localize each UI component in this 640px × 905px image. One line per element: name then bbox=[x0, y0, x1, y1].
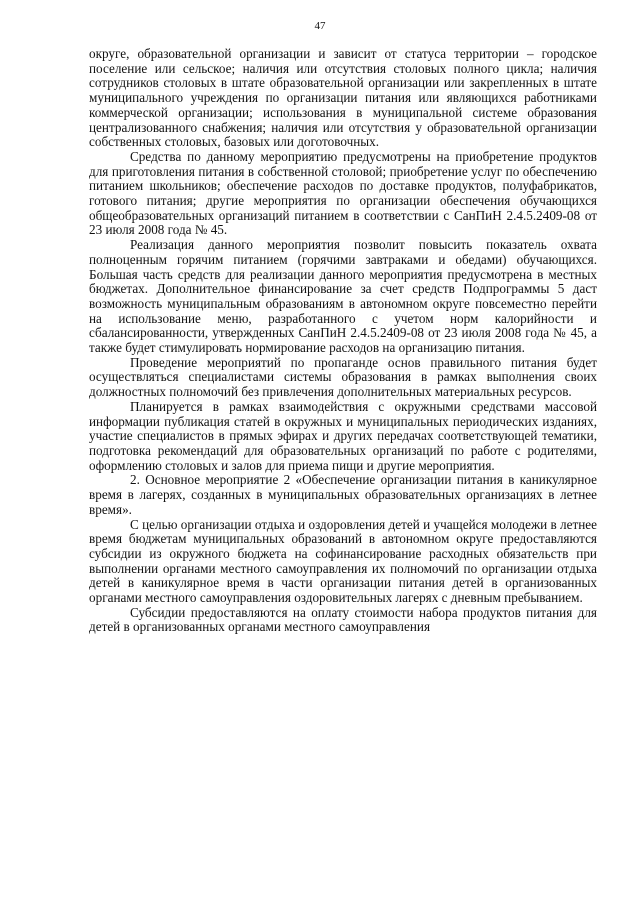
paragraph: округе, образовательной организации и зависит от статуса территории – городское поселение или сельское; наличия или отсутствия столовых полного цикла; наличия сотрудников столовых в штате образовательной организации или закрепленных в штате муниципального учреждения по организации питания или являющихся работниками коммерческой организации; использования в муниципальной системе образования централизованного снабжения; наличия или отсутствия у образовательной организации собственных столовых, базовых или доготовочных. bbox=[89, 46, 597, 150]
paragraph-heading: 2. Основное мероприятие 2 «Обеспечение организации питания в каникулярное время в лагерях, созданных в муниципальных образовательных организациях в летнее время». bbox=[89, 472, 597, 517]
paragraph: Реализация данного мероприятия позволит повысить показатель охвата полноценным горячим питанием (горячими завтраками и обедами) обучающихся. Большая часть средств для реализации данного мероприятия предусмотрена в местных бюджетах. Дополнительное финансирование за счет средств Подпрограммы 5 даст возможность муниципальным образованиям в автономном округе повсеместно перейти на использование меню, разработанного с учетом норм калорийности и сбалансированности, утвержденных СанПиН 2.4.5.2409-08 от 23 июля 2008 года № 45, а также будет стимулировать нормирование расходов на организацию питания. bbox=[89, 237, 597, 356]
paragraph: Планируется в рамках взаимодействия с окружными средствами массовой информации публикация статей в окружных и муниципальных периодических изданиях, участие специалистов в прямых эфирах и других передачах соответствующей тематики, подготовка рекомендаций для образовательных организаций по работе с родителями, оформлению столовых и залов для приема пищи и другие мероприятия. bbox=[89, 398, 597, 473]
paragraph: Субсидии предоставляются на оплату стоимости набора продуктов питания для детей в организованных органами местного самоуправления bbox=[89, 604, 597, 635]
paragraph: Проведение мероприятий по пропаганде основ правильного питания будет осуществляться специалистами системы образования в рамках выполнения своих должностных полномочий без привлечения дополнительных материальных ресурсов. bbox=[89, 354, 597, 400]
paragraph: С целью организации отдыха и оздоровления детей и учащейся молодежи в летнее время бюджетам муниципальных образований в автономном округе предоставляются субсидии из окружного бюджета на софинансирование расходных обязательств при выполнении органами местного самоуправления их полномочий по организации отдыха детей в каникулярное время в части организации питания детей в организованных органами местного самоуправления оздоровительных лагерях с дневным пребыванием. bbox=[89, 516, 597, 606]
page-number: 47 bbox=[314, 20, 326, 32]
document-body bbox=[89, 47, 597, 635]
paragraph: Средства по данному мероприятию предусмотрены на приобретение продуктов для приготовления питания в собственной столовой; приобретение услуг по обеспечению питанием школьников; обеспечение расходов по доставке продуктов, полуфабрикатов, готового питания; другие мероприятия по организации обеспечения обучающихся общеобразовательных организаций питанием в соответствии с СанПиН 2.4.5.2409-08 от 23 июля 2008 года № 45. bbox=[89, 148, 597, 238]
